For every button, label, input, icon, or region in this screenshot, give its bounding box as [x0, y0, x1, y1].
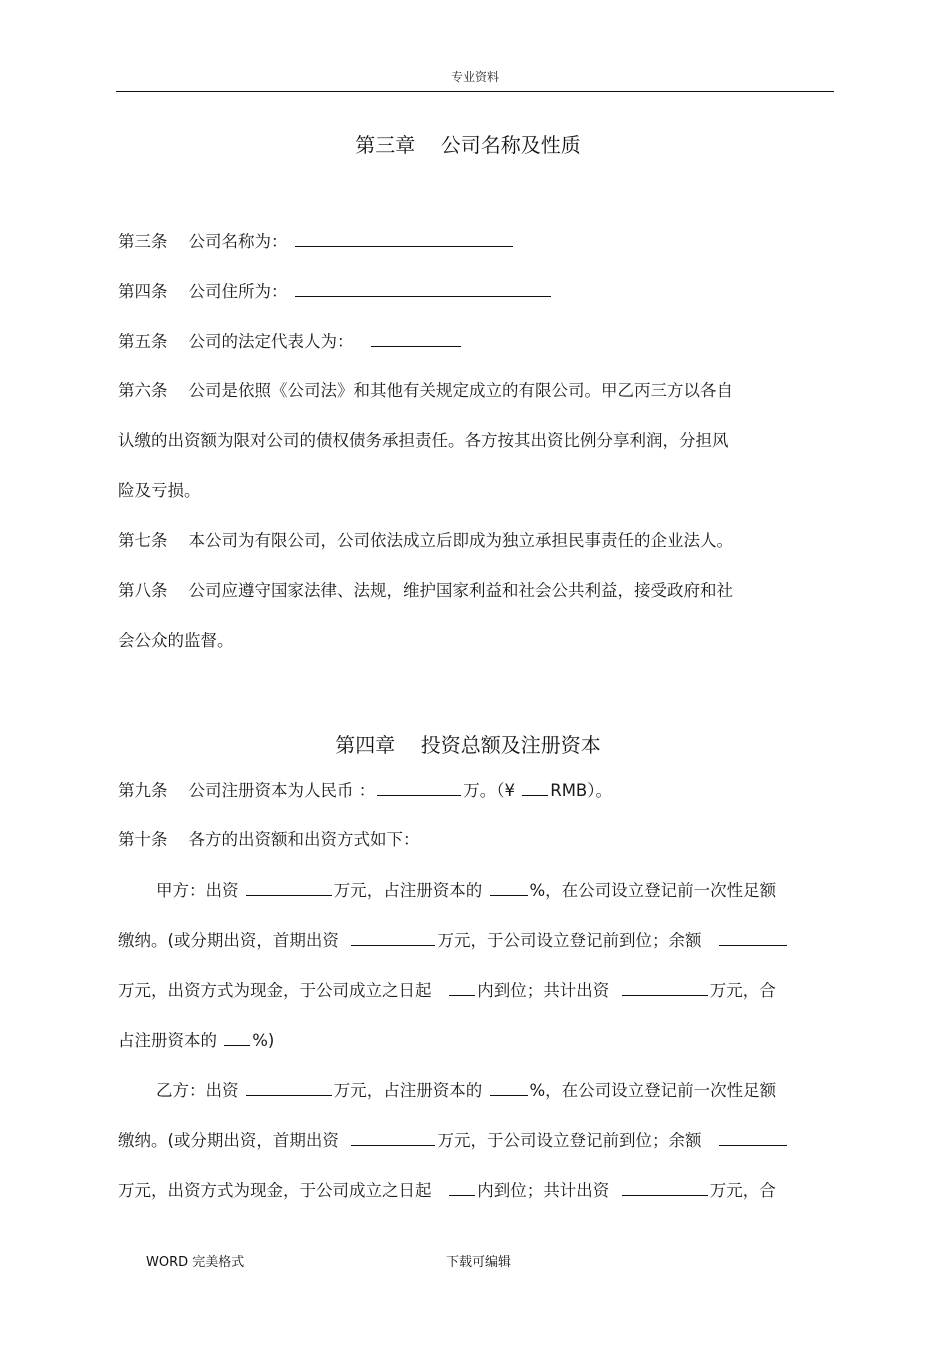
footer-left: WORD 完美格式	[146, 1255, 245, 1270]
article-text: 各方的出资额和出资方式如下：	[188, 830, 420, 849]
party-b-text: 乙方：出资	[156, 1081, 239, 1100]
party-a-line-1	[156, 880, 776, 901]
party-a-text: 甲方：出资	[156, 881, 239, 900]
party-b-period-blank[interactable]	[449, 1180, 475, 1196]
party-b-percent-blank[interactable]	[490, 1080, 528, 1096]
legal-rep-blank[interactable]	[371, 331, 461, 347]
article-number: 第十条	[118, 830, 168, 849]
party-a-line-3	[118, 980, 776, 1001]
article-6-line-1	[118, 381, 733, 401]
article-7	[118, 531, 733, 551]
party-b-first-installment-blank[interactable]	[351, 1130, 435, 1146]
article-8-line-1	[118, 581, 733, 601]
article-9	[118, 780, 612, 801]
party-b-line-1	[156, 1080, 776, 1101]
rmb-amount-blank[interactable]	[522, 780, 548, 796]
party-a-text: 万元，占注册资本的	[333, 881, 483, 900]
article-10	[118, 830, 419, 850]
party-a-text: 万元，合	[709, 981, 776, 1000]
party-b-total-blank[interactable]	[622, 1180, 708, 1196]
article-8-line-2: 会公众的监督。	[118, 631, 234, 650]
party-b-contribution-blank[interactable]	[246, 1080, 332, 1096]
party-a-balance-blank[interactable]	[719, 930, 787, 946]
article-number: 第三条	[118, 232, 168, 251]
party-a-period-blank[interactable]	[449, 980, 475, 996]
article-text-2: 万。（¥	[463, 781, 515, 800]
article-text: 公司应遵守国家法律、法规，维护国家利益和社会公共利益，接受政府和社	[188, 581, 733, 600]
article-text: 本公司为有限公司，公司依法成立后即成为独立承担民事责任的企业法人。	[188, 531, 733, 550]
party-a-text: 万元，于公司设立登记前到位；余额	[437, 931, 702, 950]
party-b-text: 万元，合	[709, 1181, 776, 1200]
footer-right: 下载可编辑	[446, 1255, 512, 1270]
article-text: 公司住所为：	[188, 282, 288, 301]
article-text: 公司名称为：	[188, 232, 288, 251]
article-text: 公司是依照《公司法》和其他有关规定成立的有限公司。甲乙丙三方以各自	[188, 381, 733, 400]
page-header: 专业资料	[450, 70, 499, 84]
article-number: 第六条	[118, 381, 168, 400]
party-b-text: 缴纳。(或分期出资，首期出资	[118, 1131, 339, 1150]
party-b-text: 内到位；共计出资	[477, 1181, 610, 1200]
article-number: 第七条	[118, 531, 168, 550]
party-b-line-3	[118, 1180, 776, 1201]
party-a-percent-blank[interactable]	[490, 880, 528, 896]
party-a-total-blank[interactable]	[622, 980, 708, 996]
article-text-3: RMB）。	[550, 781, 613, 800]
party-a-text: 占注册资本的	[118, 1031, 217, 1050]
party-a-text: 万元，出资方式为现金，于公司成立之日起	[118, 981, 432, 1000]
party-b-text: %，在公司设立登记前一次性足额	[529, 1081, 777, 1100]
article-6-line-2: 认缴的出资额为限对公司的债权债务承担责任。各方按其出资比例分享利润，分担风	[118, 431, 729, 450]
chapter-3-title: 第三章 公司名称及性质	[355, 133, 581, 157]
article-number: 第九条	[118, 781, 168, 800]
article-text: 公司注册资本为人民币 ：	[188, 781, 376, 800]
company-address-blank[interactable]	[295, 281, 551, 297]
party-b-text: 万元，出资方式为现金，于公司成立之日起	[118, 1181, 432, 1200]
party-a-total-percent-blank[interactable]	[224, 1030, 250, 1046]
article-3	[118, 231, 515, 252]
article-number: 第八条	[118, 581, 168, 600]
article-6-line-3: 险及亏损。	[118, 481, 201, 500]
party-b-text: 万元，占注册资本的	[333, 1081, 483, 1100]
party-a-line-2	[118, 930, 789, 951]
party-a-text: %，在公司设立登记前一次性足额	[529, 881, 777, 900]
registered-capital-blank[interactable]	[377, 780, 461, 796]
party-a-first-installment-blank[interactable]	[351, 930, 435, 946]
chapter-4-title: 第四章 投资总额及注册资本	[335, 733, 601, 757]
article-4	[118, 281, 553, 302]
company-name-blank[interactable]	[295, 231, 513, 247]
header-rule	[116, 91, 834, 92]
party-b-line-2	[118, 1130, 789, 1151]
article-5	[118, 331, 463, 352]
party-b-balance-blank[interactable]	[719, 1130, 787, 1146]
article-number: 第四条	[118, 282, 168, 301]
party-a-text: 内到位；共计出资	[477, 981, 610, 1000]
party-a-line-4	[118, 1030, 274, 1051]
article-number: 第五条	[118, 332, 168, 351]
party-b-text: 万元，于公司设立登记前到位；余额	[437, 1131, 702, 1150]
party-a-text: %)	[252, 1031, 275, 1050]
article-text: 公司的法定代表人为：	[188, 332, 354, 351]
party-a-contribution-blank[interactable]	[246, 880, 332, 896]
party-a-text: 缴纳。(或分期出资，首期出资	[118, 931, 339, 950]
